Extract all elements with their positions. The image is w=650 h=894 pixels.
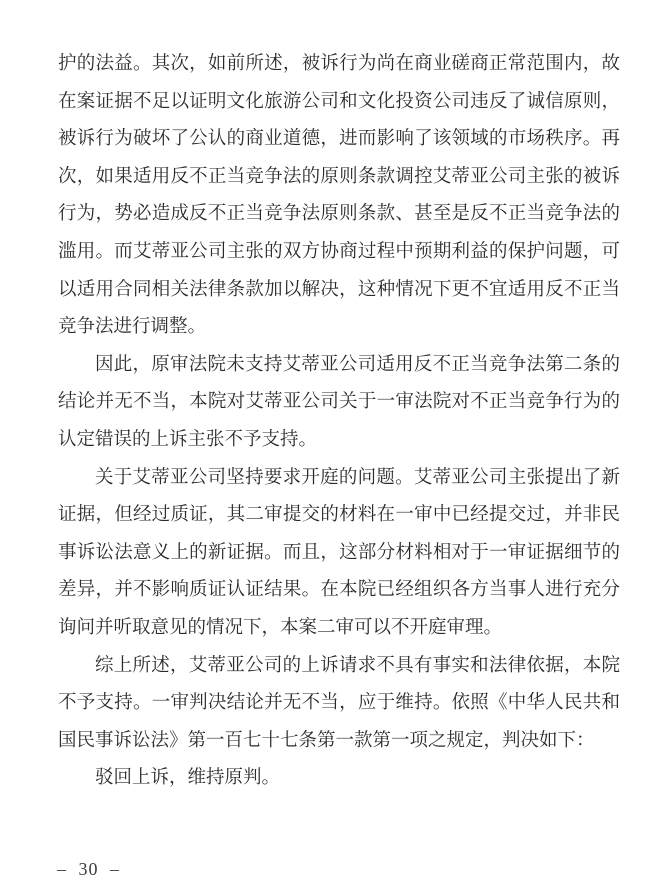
text-line: 驳回上诉，维持原判。 [95, 768, 281, 789]
text-line: 结论并无不当，本院对艾蒂亚公司关于一审法院对不正当竞争行为的 [58, 392, 620, 413]
text-line: 关于艾蒂亚公司坚持要求开庭的问题。艾蒂亚公司主张提出了新 [95, 467, 620, 488]
text-line: 次，如果适用反不正当竞争法的原则条款调控艾蒂亚公司主张的被诉 [58, 166, 620, 187]
page-number: – 30 – [57, 859, 120, 879]
text-line: 认定错误的上诉主张不予支持。 [58, 429, 318, 450]
judgment-text [58, 46, 620, 798]
text-line: 事诉讼法意义上的新证据。而且，这部分材料相对于一审证据细节的 [58, 542, 620, 563]
text-line: 竞争法进行调整。 [58, 317, 207, 338]
text-line: 在案证据不足以证明文化旅游公司和文化投资公司违反了诚信原则， [58, 91, 620, 112]
text-line: 差异，并不影响质证认证结果。在本院已经组织各方当事人进行充分 [58, 580, 620, 601]
text-line: 询问并听取意见的情况下，本案二审可以不开庭审理。 [58, 617, 503, 638]
text-line: 因此，原审法院未支持艾蒂亚公司适用反不正当竞争法第二条的 [95, 354, 620, 375]
text-line: 滥用。而艾蒂亚公司主张的双方协商过程中预期利益的保护问题，可 [58, 241, 620, 262]
text-line: 以适用合同相关法律条款加以解决，这种情况下更不宜适用反不正当 [58, 279, 620, 300]
text-line: 不予支持。一审判决结论并无不当，应于维持。依照《中华人民共和 [58, 693, 620, 714]
text-line: 证据，但经过质证，其二审提交的材料在一审中已经提交过，并非民 [58, 505, 620, 526]
text-line: 被诉行为破坏了公认的商业道德，进而影响了该领域的市场秩序。再 [58, 129, 620, 150]
text-line: 行为，势必造成反不正当竞争法原则条款、甚至是反不正当竞争法的 [58, 204, 620, 225]
text-line: 综上所述，艾蒂亚公司的上诉请求不具有事实和法律依据，本院 [95, 655, 620, 676]
text-line: 护的法益。其次，如前所述，被诉行为尚在商业磋商正常范围内，故 [58, 54, 620, 74]
text-line: 国民事诉讼法》第一百七十七条第一款第一项之规定，判决如下： [58, 730, 595, 751]
